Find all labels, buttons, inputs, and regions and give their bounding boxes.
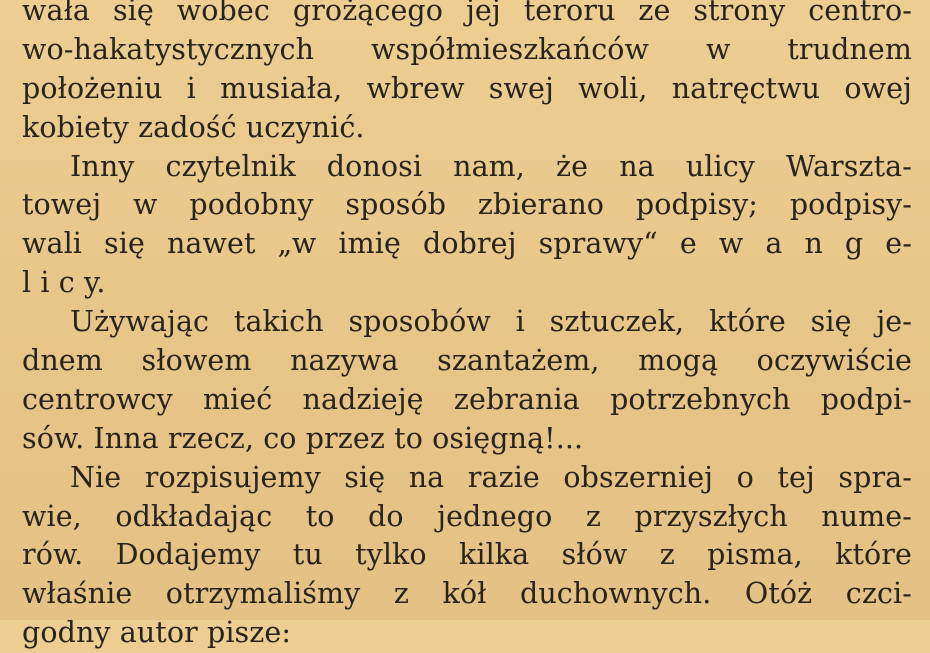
text-line-14: wie, odkładając to do jednego z przyszłych nume- — [22, 499, 912, 533]
text-line-12: sów. Inna rzecz, co przez to osięgną!... — [22, 421, 584, 455]
text-line-3: położeniu i musiała, wbrew swej woli, natręctwu owej — [22, 71, 912, 105]
article-body — [22, 0, 912, 653]
text-line-13: Nie rozpisujemy się na razie obszerniej o tej spra- — [70, 460, 912, 494]
text-line-4: kobiety zadość uczynić. — [22, 110, 365, 144]
text-line-11: centrowcy mieć nadzieję zebrania potrzebnych podpi- — [22, 382, 912, 416]
text-line-16: właśnie otrzymaliśmy z kół duchownych. Otóż czci- — [22, 577, 912, 611]
text-line-8: l i c y. — [22, 266, 106, 300]
text-line-6: towej w podobny sposób zbierano podpisy; podpisy- — [22, 188, 912, 222]
text-line-17: godny autor pisze: — [22, 616, 292, 650]
text-line-5: Inny czytelnik donosi nam, że na ulicy Warszta- — [70, 149, 912, 183]
text-line-7: wali się nawet „w imię dobrej sprawy“ e w a n g e- — [22, 227, 912, 261]
text-line-1: wała się wobec grożącego jej teroru ze strony centro- — [22, 0, 912, 27]
text-line-9: Używając takich sposobów i sztuczek, które się je- — [70, 305, 912, 339]
text-line-10: dnem słowem nazywa szantażem, mogą oczywiście — [22, 344, 912, 378]
text-line-15: rów. Dodajemy tu tylko kilka słów z pisma, które — [22, 538, 912, 572]
text-line-2: wo-hakatystycznych współmieszkańców w trudnem — [22, 32, 912, 66]
